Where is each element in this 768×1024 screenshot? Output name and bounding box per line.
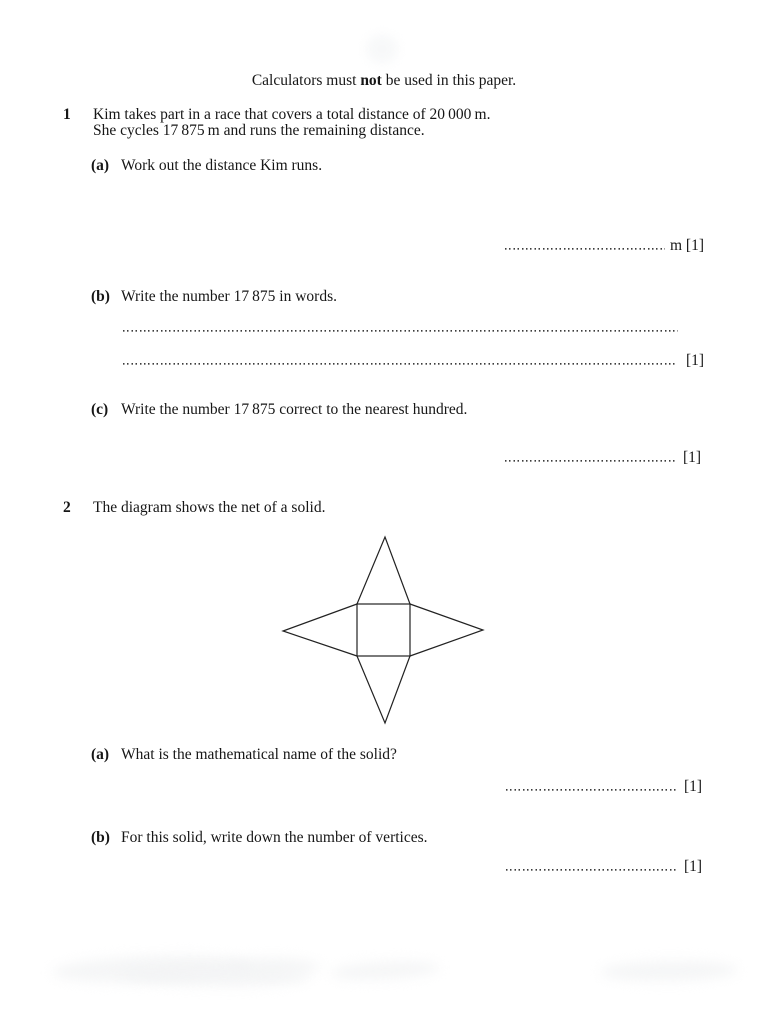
- question-1-intro-line-2: She cycles 17 875 m and runs the remaining distance.: [93, 122, 425, 139]
- answer-dotted-line: [506, 777, 676, 791]
- question-1a-text: Work out the distance Kim runs.: [121, 157, 323, 174]
- question-2a-answer-line: [506, 777, 702, 796]
- net-triangle-left: [283, 604, 357, 656]
- scan-smudge-artifact: [366, 34, 398, 64]
- instruction-suffix: be used in this paper.: [381, 72, 517, 89]
- question-1c-text: Write the number 17 875 correct to the nearest hundred.: [121, 401, 468, 418]
- question-2a-label: (a): [91, 746, 110, 763]
- question-1b-marks: [1]: [686, 352, 705, 369]
- question-1a-answer-line: [505, 236, 704, 255]
- question-2-number: 2: [63, 499, 71, 516]
- question-1b-text: Write the number 17 875 in words.: [121, 288, 337, 305]
- answer-dotted-line: [505, 236, 665, 250]
- answer-dotted-line: [506, 857, 676, 871]
- net-square-base: [357, 604, 410, 656]
- question-2b-answer-line: [506, 857, 702, 876]
- answer-dotted-line: [123, 330, 678, 332]
- question-2b-marks: [1]: [684, 858, 703, 875]
- question-2a-text: What is the mathematical name of the solid?: [121, 746, 397, 763]
- instruction-bold-word: not: [360, 72, 382, 89]
- question-1c-marks: [1]: [683, 449, 702, 466]
- question-1c-label: (c): [91, 401, 109, 418]
- question-2b-label: (b): [91, 829, 110, 846]
- question-2b-text: For this solid, write down the number of vertices.: [121, 829, 428, 846]
- scan-smudge-artifact: [225, 958, 320, 976]
- question-2a-marks: [1]: [684, 778, 703, 795]
- question-1-number: 1: [63, 106, 71, 123]
- question-1a-label: (a): [91, 157, 110, 174]
- answer-dotted-line: [505, 448, 675, 462]
- instruction-prefix: Calculators must: [251, 72, 361, 89]
- net-triangle-right: [410, 604, 483, 656]
- scan-smudge-artifact: [600, 960, 738, 982]
- answer-dotted-line: [123, 351, 675, 365]
- question-1a-marks: m [1]: [670, 237, 705, 254]
- question-2-intro-line-1: The diagram shows the net of a solid.: [93, 499, 326, 516]
- scan-smudge-artifact: [330, 959, 441, 982]
- net-triangle-bottom: [357, 656, 410, 723]
- question-1b-answer-line: [123, 351, 704, 370]
- question-1-intro-line-1: Kim takes part in a race that covers a total distance of 20 000 m.: [93, 106, 491, 123]
- instruction-header: [0, 73, 768, 89]
- question-1b-label: (b): [91, 288, 110, 305]
- question-1c-answer-line: [505, 448, 701, 467]
- pyramid-net-diagram: [270, 520, 500, 735]
- net-triangle-top: [357, 537, 410, 604]
